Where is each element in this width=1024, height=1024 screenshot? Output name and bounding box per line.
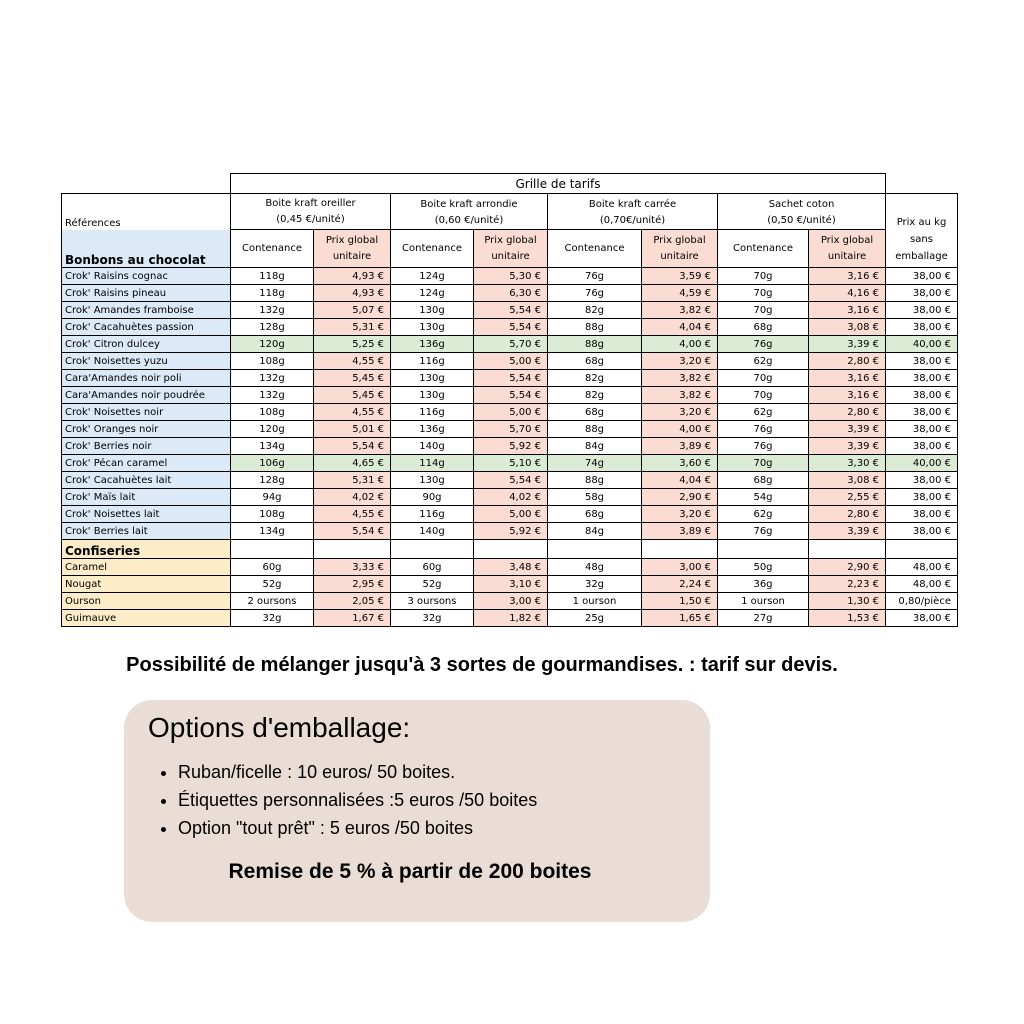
reference-cell: Crok' Berries lait: [62, 523, 231, 540]
mix-note: Possibilité de mélanger jusqu'à 3 sortes de gourmandises. : tarif sur devis.: [126, 654, 838, 676]
contenance-cell: 32g: [548, 576, 642, 593]
reference-cell: Crok' Berries noir: [62, 438, 231, 455]
table-row: [62, 421, 958, 438]
price-per-kg-cell: 38,00 €: [886, 421, 958, 438]
contenance-cell: 140g: [391, 438, 474, 455]
price-cell: 3,00 €: [474, 593, 548, 610]
price-cell: 2,80 €: [809, 353, 886, 370]
contenance-cell: 82g: [548, 387, 642, 404]
reference-cell: Cara'Amandes noir poli: [62, 370, 231, 387]
price-cell: 5,45 €: [314, 387, 391, 404]
reference-cell: Crok' Raisins pineau: [62, 285, 231, 302]
contenance-cell: 130g: [391, 370, 474, 387]
price-cell: 2,90 €: [809, 559, 886, 576]
prix-global-header: Prix global unitaire: [314, 230, 391, 268]
contenance-cell: 76g: [548, 285, 642, 302]
contenance-cell: 76g: [548, 268, 642, 285]
contenance-cell: 114g: [391, 455, 474, 472]
contenance-cell: 88g: [548, 472, 642, 489]
price-cell: 2,90 €: [642, 489, 718, 506]
empty-cell: [718, 540, 809, 559]
table-row: [62, 559, 958, 576]
contenance-cell: 116g: [391, 404, 474, 421]
price-cell: 5,07 €: [314, 302, 391, 319]
reference-cell: Crok' Raisins cognac: [62, 268, 231, 285]
price-cell: 5,30 €: [474, 268, 548, 285]
contenance-cell: 68g: [718, 472, 809, 489]
contenance-cell: 84g: [548, 438, 642, 455]
price-cell: 5,31 €: [314, 319, 391, 336]
price-cell: 4,16 €: [809, 285, 886, 302]
contenance-cell: 68g: [548, 506, 642, 523]
contenance-cell: 82g: [548, 302, 642, 319]
contenance-cell: 74g: [548, 455, 642, 472]
price-cell: 4,04 €: [642, 319, 718, 336]
price-cell: 3,20 €: [642, 506, 718, 523]
references-header: Références: [62, 194, 231, 230]
price-cell: 1,53 €: [809, 610, 886, 627]
empty-cell: [391, 540, 474, 559]
options-list: [160, 758, 537, 842]
price-cell: 3,20 €: [642, 404, 718, 421]
reference-cell: Crok' Cacahuètes lait: [62, 472, 231, 489]
contenance-cell: 82g: [548, 370, 642, 387]
table-row: [62, 438, 958, 455]
prix-global-header: Prix global unitaire: [809, 230, 886, 268]
price-cell: 5,92 €: [474, 523, 548, 540]
price-cell: 3,30 €: [809, 455, 886, 472]
contenance-cell: 132g: [231, 387, 314, 404]
price-cell: 3,89 €: [642, 523, 718, 540]
reference-cell: Crok' Amandes framboise: [62, 302, 231, 319]
contenance-cell: 76g: [718, 336, 809, 353]
package-header-sachet: Sachet coton (0,50 €/unité): [718, 194, 886, 230]
price-per-kg-cell: 38,00 €: [886, 302, 958, 319]
contenance-cell: 88g: [548, 336, 642, 353]
contenance-cell: 48g: [548, 559, 642, 576]
price-cell: 5,70 €: [474, 421, 548, 438]
price-cell: 3,39 €: [809, 421, 886, 438]
prix-global-header: Prix global unitaire: [642, 230, 718, 268]
contenance-cell: 52g: [391, 576, 474, 593]
table-row: [62, 506, 958, 523]
price-cell: 3,16 €: [809, 387, 886, 404]
section-confiseries: Confiseries: [62, 540, 231, 559]
contenance-cell: 124g: [391, 268, 474, 285]
contenance-cell: 25g: [548, 610, 642, 627]
contenance-cell: 120g: [231, 336, 314, 353]
price-cell: 2,95 €: [314, 576, 391, 593]
price-cell: 5,10 €: [474, 455, 548, 472]
table-row: [62, 285, 958, 302]
contenance-cell: 76g: [718, 438, 809, 455]
contenance-cell: 130g: [391, 302, 474, 319]
contenance-cell: 54g: [718, 489, 809, 506]
list-item: • Option "tout prêt" : 5 euros /50 boites: [178, 814, 537, 842]
price-cell: 3,33 €: [314, 559, 391, 576]
contenance-cell: 108g: [231, 353, 314, 370]
contenance-cell: 2 oursons: [231, 593, 314, 610]
contenance-cell: 118g: [231, 285, 314, 302]
discount-note: Remise de 5 % à partir de 200 boites: [228, 860, 592, 883]
price-cell: 4,02 €: [314, 489, 391, 506]
contenance-cell: 128g: [231, 472, 314, 489]
reference-cell: Ourson: [62, 593, 231, 610]
contenance-cell: 1 ourson: [548, 593, 642, 610]
price-cell: 5,54 €: [474, 387, 548, 404]
reference-cell: Nougat: [62, 576, 231, 593]
contenance-cell: 134g: [231, 523, 314, 540]
price-cell: 2,24 €: [642, 576, 718, 593]
price-cell: 5,00 €: [474, 506, 548, 523]
price-cell: 5,54 €: [314, 438, 391, 455]
price-per-kg-cell: 38,00 €: [886, 472, 958, 489]
price-cell: 3,82 €: [642, 370, 718, 387]
contenance-cell: 60g: [391, 559, 474, 576]
empty-cell: [548, 540, 642, 559]
contenance-cell: 62g: [718, 353, 809, 370]
contenance-cell: 70g: [718, 370, 809, 387]
contenance-cell: 130g: [391, 319, 474, 336]
price-cell: 2,80 €: [809, 404, 886, 421]
price-cell: 3,16 €: [809, 370, 886, 387]
contenance-cell: 70g: [718, 285, 809, 302]
price-cell: 4,65 €: [314, 455, 391, 472]
price-cell: 3,00 €: [642, 559, 718, 576]
price-cell: 5,92 €: [474, 438, 548, 455]
grille-title: Grille de tarifs: [231, 174, 886, 194]
contenance-cell: 94g: [231, 489, 314, 506]
price-cell: 4,04 €: [642, 472, 718, 489]
contenance-cell: 36g: [718, 576, 809, 593]
price-cell: 5,54 €: [474, 319, 548, 336]
empty-cell: [314, 540, 391, 559]
price-cell: 5,00 €: [474, 404, 548, 421]
price-per-kg-cell: 38,00 €: [886, 370, 958, 387]
price-cell: 5,00 €: [474, 353, 548, 370]
price-cell: 3,16 €: [809, 302, 886, 319]
contenance-cell: 60g: [231, 559, 314, 576]
contenance-cell: 70g: [718, 302, 809, 319]
price-cell: 3,39 €: [809, 438, 886, 455]
contenance-cell: 120g: [231, 421, 314, 438]
contenance-cell: 68g: [548, 404, 642, 421]
contenance-header: Contenance: [718, 230, 809, 268]
contenance-cell: 3 oursons: [391, 593, 474, 610]
table-row: [62, 404, 958, 421]
contenance-cell: 76g: [718, 421, 809, 438]
section-row: [62, 540, 958, 559]
contenance-cell: 116g: [391, 353, 474, 370]
contenance-cell: 108g: [231, 404, 314, 421]
price-cell: 4,00 €: [642, 336, 718, 353]
contenance-cell: 88g: [548, 421, 642, 438]
price-per-kg-cell: 38,00 €: [886, 523, 958, 540]
price-cell: 5,54 €: [474, 302, 548, 319]
empty-cell: [474, 540, 548, 559]
contenance-cell: 118g: [231, 268, 314, 285]
price-cell: 1,50 €: [642, 593, 718, 610]
price-cell: 5,70 €: [474, 336, 548, 353]
price-cell: 5,45 €: [314, 370, 391, 387]
contenance-header: Contenance: [231, 230, 314, 268]
price-cell: 6,30 €: [474, 285, 548, 302]
price-per-kg-cell: 38,00 €: [886, 268, 958, 285]
price-per-kg-cell: 38,00 €: [886, 506, 958, 523]
price-per-kg-cell: 38,00 €: [886, 285, 958, 302]
table-row: [62, 336, 958, 353]
price-cell: 3,20 €: [642, 353, 718, 370]
contenance-cell: 124g: [391, 285, 474, 302]
price-cell: 5,54 €: [474, 472, 548, 489]
reference-cell: Cara'Amandes noir poudrée: [62, 387, 231, 404]
table-row: [62, 455, 958, 472]
price-cell: 1,65 €: [642, 610, 718, 627]
contenance-cell: 88g: [548, 319, 642, 336]
contenance-cell: 76g: [718, 523, 809, 540]
price-per-kg-cell: 38,00 €: [886, 353, 958, 370]
price-per-kg-header: Prix au kg sans emballage: [886, 194, 958, 268]
price-cell: 3,08 €: [809, 319, 886, 336]
price-per-kg-cell: 38,00 €: [886, 404, 958, 421]
table-row: [62, 472, 958, 489]
contenance-cell: 70g: [718, 268, 809, 285]
price-grid-table: [61, 173, 958, 627]
price-per-kg-cell: 38,00 €: [886, 610, 958, 627]
contenance-cell: 116g: [391, 506, 474, 523]
price-cell: 4,55 €: [314, 404, 391, 421]
price-cell: 3,82 €: [642, 302, 718, 319]
table-row: [62, 576, 958, 593]
contenance-cell: 62g: [718, 404, 809, 421]
price-cell: 5,54 €: [314, 523, 391, 540]
contenance-cell: 32g: [231, 610, 314, 627]
price-cell: 3,10 €: [474, 576, 548, 593]
price-per-kg-cell: 38,00 €: [886, 319, 958, 336]
package-header-oreiller: Boite kraft oreiller (0,45 €/unité): [231, 194, 391, 230]
price-cell: 4,55 €: [314, 506, 391, 523]
price-cell: 1,30 €: [809, 593, 886, 610]
price-cell: 3,60 €: [642, 455, 718, 472]
price-cell: 4,93 €: [314, 285, 391, 302]
reference-cell: Crok' Noisettes noir: [62, 404, 231, 421]
contenance-cell: 106g: [231, 455, 314, 472]
price-cell: 3,08 €: [809, 472, 886, 489]
price-cell: 3,48 €: [474, 559, 548, 576]
contenance-header: Contenance: [548, 230, 642, 268]
contenance-cell: 68g: [548, 353, 642, 370]
contenance-cell: 27g: [718, 610, 809, 627]
empty-cell: [231, 540, 314, 559]
price-cell: 2,05 €: [314, 593, 391, 610]
table-row: [62, 319, 958, 336]
price-cell: 5,25 €: [314, 336, 391, 353]
contenance-cell: 108g: [231, 506, 314, 523]
price-cell: 2,55 €: [809, 489, 886, 506]
contenance-cell: 132g: [231, 302, 314, 319]
contenance-cell: 68g: [718, 319, 809, 336]
price-per-kg-cell: 48,00 €: [886, 559, 958, 576]
price-per-kg-cell: 0,80/pièce: [886, 593, 958, 610]
reference-cell: Guimauve: [62, 610, 231, 627]
options-title: Options d'emballage:: [148, 712, 411, 743]
price-cell: 4,93 €: [314, 268, 391, 285]
section-bonbons-chocolat: Bonbons au chocolat: [62, 230, 231, 268]
price-cell: 1,82 €: [474, 610, 548, 627]
package-header-carree: Boite kraft carrée (0,70€/unité): [548, 194, 718, 230]
price-cell: 3,59 €: [642, 268, 718, 285]
contenance-cell: 136g: [391, 421, 474, 438]
contenance-cell: 84g: [548, 523, 642, 540]
reference-cell: Crok' Citron dulcey: [62, 336, 231, 353]
contenance-cell: 52g: [231, 576, 314, 593]
contenance-cell: 140g: [391, 523, 474, 540]
reference-cell: Caramel: [62, 559, 231, 576]
price-cell: 4,55 €: [314, 353, 391, 370]
price-cell: 3,89 €: [642, 438, 718, 455]
price-per-kg-cell: 48,00 €: [886, 576, 958, 593]
price-per-kg-cell: 38,00 €: [886, 489, 958, 506]
table-row: [62, 523, 958, 540]
price-cell: 2,23 €: [809, 576, 886, 593]
contenance-cell: 130g: [391, 387, 474, 404]
contenance-cell: 90g: [391, 489, 474, 506]
package-header-arrondie: Boite kraft arrondie (0,60 €/unité): [391, 194, 548, 230]
price-cell: 4,59 €: [642, 285, 718, 302]
contenance-cell: 70g: [718, 455, 809, 472]
empty-cell: [886, 540, 958, 559]
reference-cell: Crok' Noisettes yuzu: [62, 353, 231, 370]
empty-cell: [809, 540, 886, 559]
price-cell: 3,82 €: [642, 387, 718, 404]
price-per-kg-cell: 40,00 €: [886, 455, 958, 472]
prix-global-header: Prix global unitaire: [474, 230, 548, 268]
list-item: • Ruban/ficelle : 10 euros/ 50 boites.: [178, 758, 537, 786]
price-per-kg-cell: 38,00 €: [886, 387, 958, 404]
reference-cell: Crok' Noisettes lait: [62, 506, 231, 523]
reference-cell: Crok' Cacahuètes passion: [62, 319, 231, 336]
price-cell: 3,16 €: [809, 268, 886, 285]
contenance-cell: 128g: [231, 319, 314, 336]
contenance-cell: 50g: [718, 559, 809, 576]
contenance-cell: 136g: [391, 336, 474, 353]
table-row: [62, 593, 958, 610]
price-cell: 3,39 €: [809, 523, 886, 540]
contenance-header: Contenance: [391, 230, 474, 268]
contenance-cell: 62g: [718, 506, 809, 523]
price-cell: 5,54 €: [474, 370, 548, 387]
price-cell: 2,80 €: [809, 506, 886, 523]
reference-cell: Crok' Maïs lait: [62, 489, 231, 506]
table-row: [62, 489, 958, 506]
price-cell: 5,01 €: [314, 421, 391, 438]
table-row: [62, 353, 958, 370]
table-row: [62, 387, 958, 404]
empty-cell: [642, 540, 718, 559]
price-cell: 3,39 €: [809, 336, 886, 353]
contenance-cell: 132g: [231, 370, 314, 387]
reference-cell: Crok' Pécan caramel: [62, 455, 231, 472]
contenance-cell: 58g: [548, 489, 642, 506]
price-per-kg-cell: 40,00 €: [886, 336, 958, 353]
table-row: [62, 302, 958, 319]
contenance-cell: 70g: [718, 387, 809, 404]
price-cell: 5,31 €: [314, 472, 391, 489]
table-row: [62, 610, 958, 627]
contenance-cell: 32g: [391, 610, 474, 627]
table-row: [62, 370, 958, 387]
price-cell: 4,00 €: [642, 421, 718, 438]
contenance-cell: 134g: [231, 438, 314, 455]
price-cell: 1,67 €: [314, 610, 391, 627]
table-row: [62, 268, 958, 285]
price-per-kg-cell: 38,00 €: [886, 438, 958, 455]
contenance-cell: 1 ourson: [718, 593, 809, 610]
price-cell: 4,02 €: [474, 489, 548, 506]
reference-cell: Crok' Oranges noir: [62, 421, 231, 438]
contenance-cell: 130g: [391, 472, 474, 489]
list-item: • Étiquettes personnalisées :5 euros /50 boites: [178, 786, 537, 814]
options-box: [124, 700, 710, 922]
